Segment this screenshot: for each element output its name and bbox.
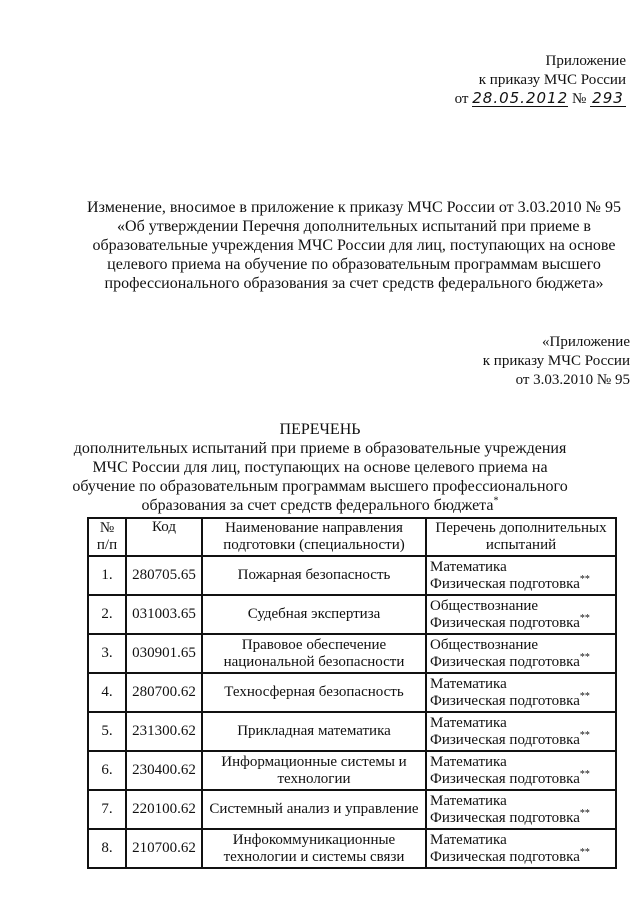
row-exam2: Физическая подготовка bbox=[430, 770, 580, 787]
row-exams bbox=[426, 712, 616, 751]
row-code: 280705.65 bbox=[126, 556, 202, 595]
row-code: 231300.62 bbox=[126, 712, 202, 751]
table-row bbox=[88, 634, 616, 673]
row-exams bbox=[426, 634, 616, 673]
list-title-line: обучение по образовательным программам высшего профессионального bbox=[72, 478, 568, 495]
row-footnote-mark: ** bbox=[579, 729, 590, 741]
row-footnote-mark: ** bbox=[579, 690, 590, 702]
table-header-row bbox=[88, 518, 616, 556]
row-exams bbox=[426, 790, 616, 829]
row-num: 7. bbox=[88, 790, 126, 829]
row-name bbox=[202, 595, 426, 634]
row-exam2-line bbox=[430, 612, 612, 632]
appendix-line: «Приложение bbox=[541, 334, 630, 350]
row-name-line2: технологии и системы связи bbox=[223, 848, 405, 865]
row-num: 8. bbox=[88, 829, 126, 868]
row-exams bbox=[426, 595, 616, 634]
row-exam2: Физическая подготовка bbox=[430, 848, 580, 865]
row-exam1: Математика bbox=[430, 792, 507, 809]
row-exam2-line bbox=[430, 807, 612, 827]
change-title bbox=[80, 198, 628, 293]
row-exam2: Физическая подготовка bbox=[430, 575, 580, 592]
order-header bbox=[420, 52, 626, 109]
row-name bbox=[202, 751, 426, 790]
row-footnote-mark: ** bbox=[579, 573, 590, 585]
row-num: 6. bbox=[88, 751, 126, 790]
row-exam2: Физическая подготовка bbox=[430, 809, 580, 826]
row-name bbox=[202, 673, 426, 712]
change-title-line: профессионального образования за счет средств федерального бюджета» bbox=[104, 275, 604, 292]
header-num-line2: п/п bbox=[96, 537, 118, 553]
row-num: 5. bbox=[88, 712, 126, 751]
change-title-line: «Об утверждении Перечня дополнительных испытаний при приеме в bbox=[117, 218, 591, 235]
footnote-mark: * bbox=[493, 495, 499, 507]
list-title-line: дополнительных испытаний при приеме в образовательные учреждения bbox=[73, 440, 567, 457]
header-name bbox=[202, 518, 426, 556]
row-exams bbox=[426, 751, 616, 790]
header-exams-line1: Перечень дополнительных bbox=[435, 520, 607, 536]
row-num: 3. bbox=[88, 634, 126, 673]
row-name bbox=[202, 634, 426, 673]
exams-table bbox=[87, 517, 617, 869]
row-exam1: Математика bbox=[430, 558, 507, 575]
header-name-line2: подготовки (специальности) bbox=[223, 537, 405, 553]
row-code: 031003.65 bbox=[126, 595, 202, 634]
header-num-line1: № bbox=[99, 520, 115, 536]
list-title bbox=[40, 420, 600, 515]
list-title-line-last bbox=[40, 496, 600, 515]
header-exams-line2: испытаний bbox=[485, 537, 557, 553]
list-heading: ПЕРЕЧЕНЬ bbox=[279, 421, 361, 438]
row-name-line1: Системный анализ и управление bbox=[209, 801, 419, 817]
appendix-reference bbox=[400, 333, 630, 390]
header-name-line1: Наименование направления bbox=[225, 520, 403, 536]
row-code: 230400.62 bbox=[126, 751, 202, 790]
row-name-line2: технологии bbox=[277, 770, 351, 787]
row-name bbox=[202, 829, 426, 868]
row-exam1: Обществознание bbox=[430, 597, 539, 614]
row-exams bbox=[426, 556, 616, 595]
table-row bbox=[88, 712, 616, 751]
row-name bbox=[202, 712, 426, 751]
row-name-line1: Судебная экспертиза bbox=[247, 606, 381, 622]
row-num: 1. bbox=[88, 556, 126, 595]
row-exam2-line bbox=[430, 729, 612, 749]
header-date-line bbox=[420, 90, 626, 109]
header-code: Код bbox=[126, 518, 202, 556]
row-exam1: Математика bbox=[430, 714, 507, 731]
row-name-line1: Правовое обеспечение bbox=[241, 636, 387, 653]
row-exam2: Физическая подготовка bbox=[430, 692, 580, 709]
header-number-prefix: № bbox=[571, 91, 587, 107]
row-exam2-line bbox=[430, 573, 612, 593]
list-title-text: образования за счет средств федерального бюджета bbox=[141, 497, 494, 514]
row-exam2-line bbox=[430, 651, 612, 671]
appendix-line: к приказу МЧС России bbox=[482, 353, 630, 369]
row-exam2: Физическая подготовка bbox=[430, 731, 580, 748]
table-row bbox=[88, 829, 616, 868]
header-num bbox=[88, 518, 126, 556]
table-row bbox=[88, 751, 616, 790]
row-num: 4. bbox=[88, 673, 126, 712]
table-row bbox=[88, 595, 616, 634]
row-exam2-line bbox=[430, 768, 612, 788]
row-exam2-line bbox=[430, 846, 612, 866]
header-appendix-label: Приложение bbox=[545, 53, 626, 69]
row-num: 2. bbox=[88, 595, 126, 634]
header-order-label: к приказу МЧС России bbox=[478, 72, 626, 88]
row-footnote-mark: ** bbox=[579, 612, 590, 624]
row-exam1: Математика bbox=[430, 831, 507, 848]
row-exam2: Физическая подготовка bbox=[430, 653, 580, 670]
change-title-line: образовательные учреждения МЧС России для лиц, поступающих на основе bbox=[92, 237, 616, 254]
row-name-line2: национальной безопасности bbox=[223, 653, 405, 670]
row-name bbox=[202, 790, 426, 829]
change-title-line: Изменение, вносимое в приложение к приказу МЧС России от 3.03.2010 № 95 bbox=[87, 199, 621, 216]
row-code: 280700.62 bbox=[126, 673, 202, 712]
row-footnote-mark: ** bbox=[579, 846, 590, 858]
row-footnote-mark: ** bbox=[579, 807, 590, 819]
row-exams bbox=[426, 829, 616, 868]
row-code: 220100.62 bbox=[126, 790, 202, 829]
header-date-prefix: от bbox=[454, 91, 469, 107]
appendix-line: от 3.03.2010 № 95 bbox=[515, 372, 630, 388]
row-name-line1: Информационные системы и bbox=[221, 753, 407, 770]
change-title-line: целевого приема на обучение по образовательным программам высшего bbox=[107, 256, 601, 273]
row-exam1: Математика bbox=[430, 675, 507, 692]
row-name-line1: Прикладная математика bbox=[237, 723, 391, 739]
row-name-line1: Техносферная безопасность bbox=[224, 684, 404, 700]
header-date-handwritten: 28.05.2012 bbox=[472, 89, 569, 107]
row-exam2-line bbox=[430, 690, 612, 710]
row-name-line1: Пожарная безопасность bbox=[237, 567, 391, 583]
row-exam2: Физическая подготовка bbox=[430, 614, 580, 631]
table-row bbox=[88, 673, 616, 712]
row-name-line1: Инфокоммуникационные bbox=[232, 831, 396, 848]
row-footnote-mark: ** bbox=[579, 768, 590, 780]
row-exam1: Обществознание bbox=[430, 636, 539, 653]
header-exams bbox=[426, 518, 616, 556]
table-row bbox=[88, 556, 616, 595]
header-number-handwritten: 293 bbox=[590, 91, 626, 107]
row-exams bbox=[426, 673, 616, 712]
row-exam1: Математика bbox=[430, 753, 507, 770]
row-code: 210700.62 bbox=[126, 829, 202, 868]
table-row bbox=[88, 790, 616, 829]
row-name bbox=[202, 556, 426, 595]
row-code: 030901.65 bbox=[126, 634, 202, 673]
row-footnote-mark: ** bbox=[579, 651, 590, 663]
list-title-line: МЧС России для лиц, поступающих на основе целевого приема на bbox=[92, 459, 548, 476]
